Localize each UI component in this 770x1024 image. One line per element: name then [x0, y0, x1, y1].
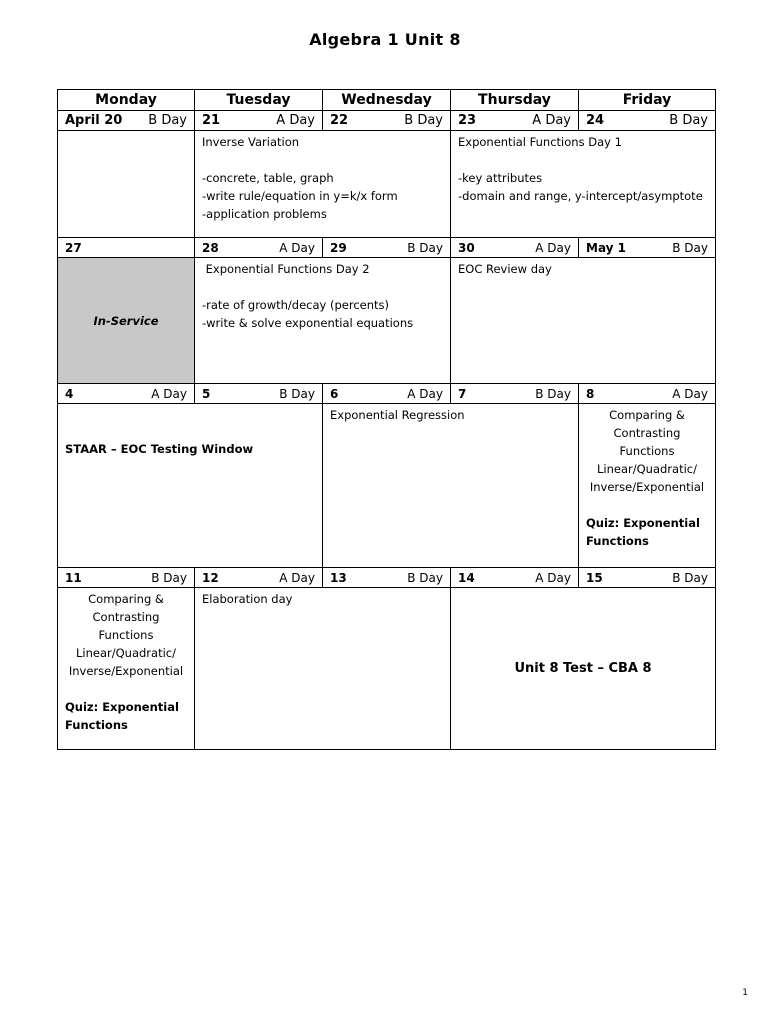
- date-label: 30: [458, 240, 475, 255]
- lesson-line: Exponential Functions Day 2: [202, 262, 370, 276]
- header-thursday: Thursday: [451, 90, 579, 111]
- ab-day-label: A Day: [279, 570, 315, 585]
- lesson-line: -write & solve exponential equations: [202, 316, 414, 330]
- week3-date-row: [58, 384, 716, 404]
- testing-window-label: STAAR – EOC Testing Window: [65, 442, 254, 456]
- header-friday: Friday: [579, 90, 716, 111]
- lesson-line: Comparing &: [609, 408, 685, 422]
- elaboration-day-lesson: [195, 588, 451, 750]
- week1-date-row: [58, 111, 716, 131]
- date-label: April 20: [65, 112, 123, 128]
- unit-calendar: [57, 89, 716, 750]
- date-cell: [579, 238, 716, 258]
- eoc-review-lesson: [451, 258, 716, 384]
- lesson-line: Contrasting: [613, 426, 681, 440]
- ab-day-label: A Day: [672, 386, 708, 401]
- ab-day-label: B Day: [407, 570, 443, 585]
- date-label: 28: [202, 240, 219, 255]
- date-label: 11: [65, 570, 82, 585]
- comparing-functions-lesson: [579, 404, 716, 568]
- lesson-line: Inverse/Exponential: [68, 664, 184, 678]
- ab-day-label: A Day: [535, 240, 571, 255]
- date-label: May 1: [586, 240, 627, 255]
- lesson-line: Functions: [619, 444, 675, 458]
- weekday-header-row: [58, 90, 716, 111]
- date-cell: [323, 384, 451, 404]
- date-cell: [451, 568, 579, 588]
- date-label: 21: [202, 112, 221, 128]
- quiz-label: Functions: [65, 718, 128, 732]
- lesson-line: Inverse/Exponential: [589, 480, 705, 494]
- page-number: 1: [742, 988, 748, 998]
- ab-day-label: A Day: [151, 386, 187, 401]
- date-cell: [58, 111, 195, 131]
- empty-cell: [58, 131, 195, 238]
- comparing-functions-lesson: [58, 588, 195, 750]
- lesson-line: EOC Review day: [458, 262, 552, 276]
- date-label: 5: [202, 386, 211, 401]
- lesson-line: Exponential Functions Day 1: [458, 135, 622, 149]
- ab-day-label: A Day: [276, 112, 315, 128]
- date-label: 6: [330, 386, 339, 401]
- date-cell: [323, 111, 451, 131]
- ab-day-label: A Day: [279, 240, 315, 255]
- lesson-line: Comparing &: [88, 592, 164, 606]
- date-label: 15: [586, 570, 603, 585]
- ab-day-label: A Day: [407, 386, 443, 401]
- staar-testing-window-cell: [58, 404, 323, 568]
- in-service-cell: [58, 258, 195, 384]
- date-cell: [579, 384, 716, 404]
- lesson-line: Functions: [98, 628, 154, 642]
- date-cell: [451, 238, 579, 258]
- lesson-line: Inverse Variation: [202, 135, 300, 149]
- exponential-functions-day2-lesson: [195, 258, 451, 384]
- header-wednesday: Wednesday: [323, 90, 451, 111]
- exponential-regression-lesson: [323, 404, 579, 568]
- quiz-label: Quiz: Exponential: [65, 700, 179, 714]
- date-label: 27: [65, 240, 82, 255]
- date-cell: [195, 568, 323, 588]
- exponential-functions-day1-lesson: [451, 131, 716, 238]
- date-label: 7: [458, 386, 467, 401]
- unit-test-label: Unit 8 Test – CBA 8: [514, 661, 652, 676]
- date-label: 23: [458, 112, 477, 128]
- document-title: Algebra 1 Unit 8: [309, 30, 461, 49]
- date-label: 12: [202, 570, 219, 585]
- lesson-line: -domain and range, y-intercept/asymptote: [458, 189, 703, 203]
- lesson-line: Linear/Quadratic/: [597, 462, 697, 476]
- week4-date-row: [58, 568, 716, 588]
- ab-day-label: B Day: [535, 386, 571, 401]
- lesson-line: Elaboration day: [202, 592, 293, 606]
- ab-day-label: B Day: [279, 386, 315, 401]
- date-label: 13: [330, 570, 347, 585]
- lesson-line: -write rule/equation in y=k/x form: [202, 189, 398, 203]
- date-cell: [323, 238, 451, 258]
- week1-content-row: [58, 131, 716, 238]
- lesson-line: Contrasting: [92, 610, 160, 624]
- ab-day-label: B Day: [669, 112, 708, 128]
- date-label: 29: [330, 240, 347, 255]
- date-cell: [58, 238, 195, 258]
- lesson-line: -concrete, table, graph: [202, 171, 334, 185]
- header-tuesday: Tuesday: [195, 90, 323, 111]
- week4-content-row: [58, 588, 716, 750]
- ab-day-label: A Day: [535, 570, 571, 585]
- ab-day-label: B Day: [151, 570, 187, 585]
- lesson-line: -rate of growth/decay (percents): [202, 298, 390, 312]
- in-service-label: In-Service: [93, 313, 159, 328]
- lesson-line: Linear/Quadratic/: [76, 646, 176, 660]
- date-label: 24: [586, 112, 605, 128]
- date-cell: [195, 384, 323, 404]
- ab-day-label: A Day: [532, 112, 571, 128]
- quiz-label: Functions: [586, 534, 649, 548]
- week2-date-row: [58, 238, 716, 258]
- date-cell: [451, 111, 579, 131]
- ab-day-label: B Day: [407, 240, 443, 255]
- date-label: 14: [458, 570, 475, 585]
- lesson-line: Exponential Regression: [330, 408, 465, 422]
- quiz-label: Quiz: Exponential: [586, 516, 700, 530]
- ab-day-label: B Day: [404, 112, 443, 128]
- date-cell: [323, 568, 451, 588]
- week3-content-row: [58, 404, 716, 568]
- week2-content-row: [58, 258, 716, 384]
- date-cell: [579, 111, 716, 131]
- date-cell: [195, 111, 323, 131]
- unit-test-cell: [451, 588, 716, 750]
- lesson-line: -key attributes: [458, 171, 543, 185]
- date-cell: [58, 568, 195, 588]
- date-label: 8: [586, 386, 595, 401]
- date-cell: [579, 568, 716, 588]
- date-cell: [451, 384, 579, 404]
- inverse-variation-lesson: [195, 131, 451, 238]
- date-cell: [195, 238, 323, 258]
- date-cell: [58, 384, 195, 404]
- date-label: 4: [65, 386, 74, 401]
- header-monday: Monday: [58, 90, 195, 111]
- ab-day-label: B Day: [148, 112, 187, 128]
- lesson-line: -application problems: [202, 207, 327, 221]
- ab-day-label: B Day: [672, 240, 708, 255]
- date-label: 22: [330, 112, 349, 128]
- ab-day-label: B Day: [672, 570, 708, 585]
